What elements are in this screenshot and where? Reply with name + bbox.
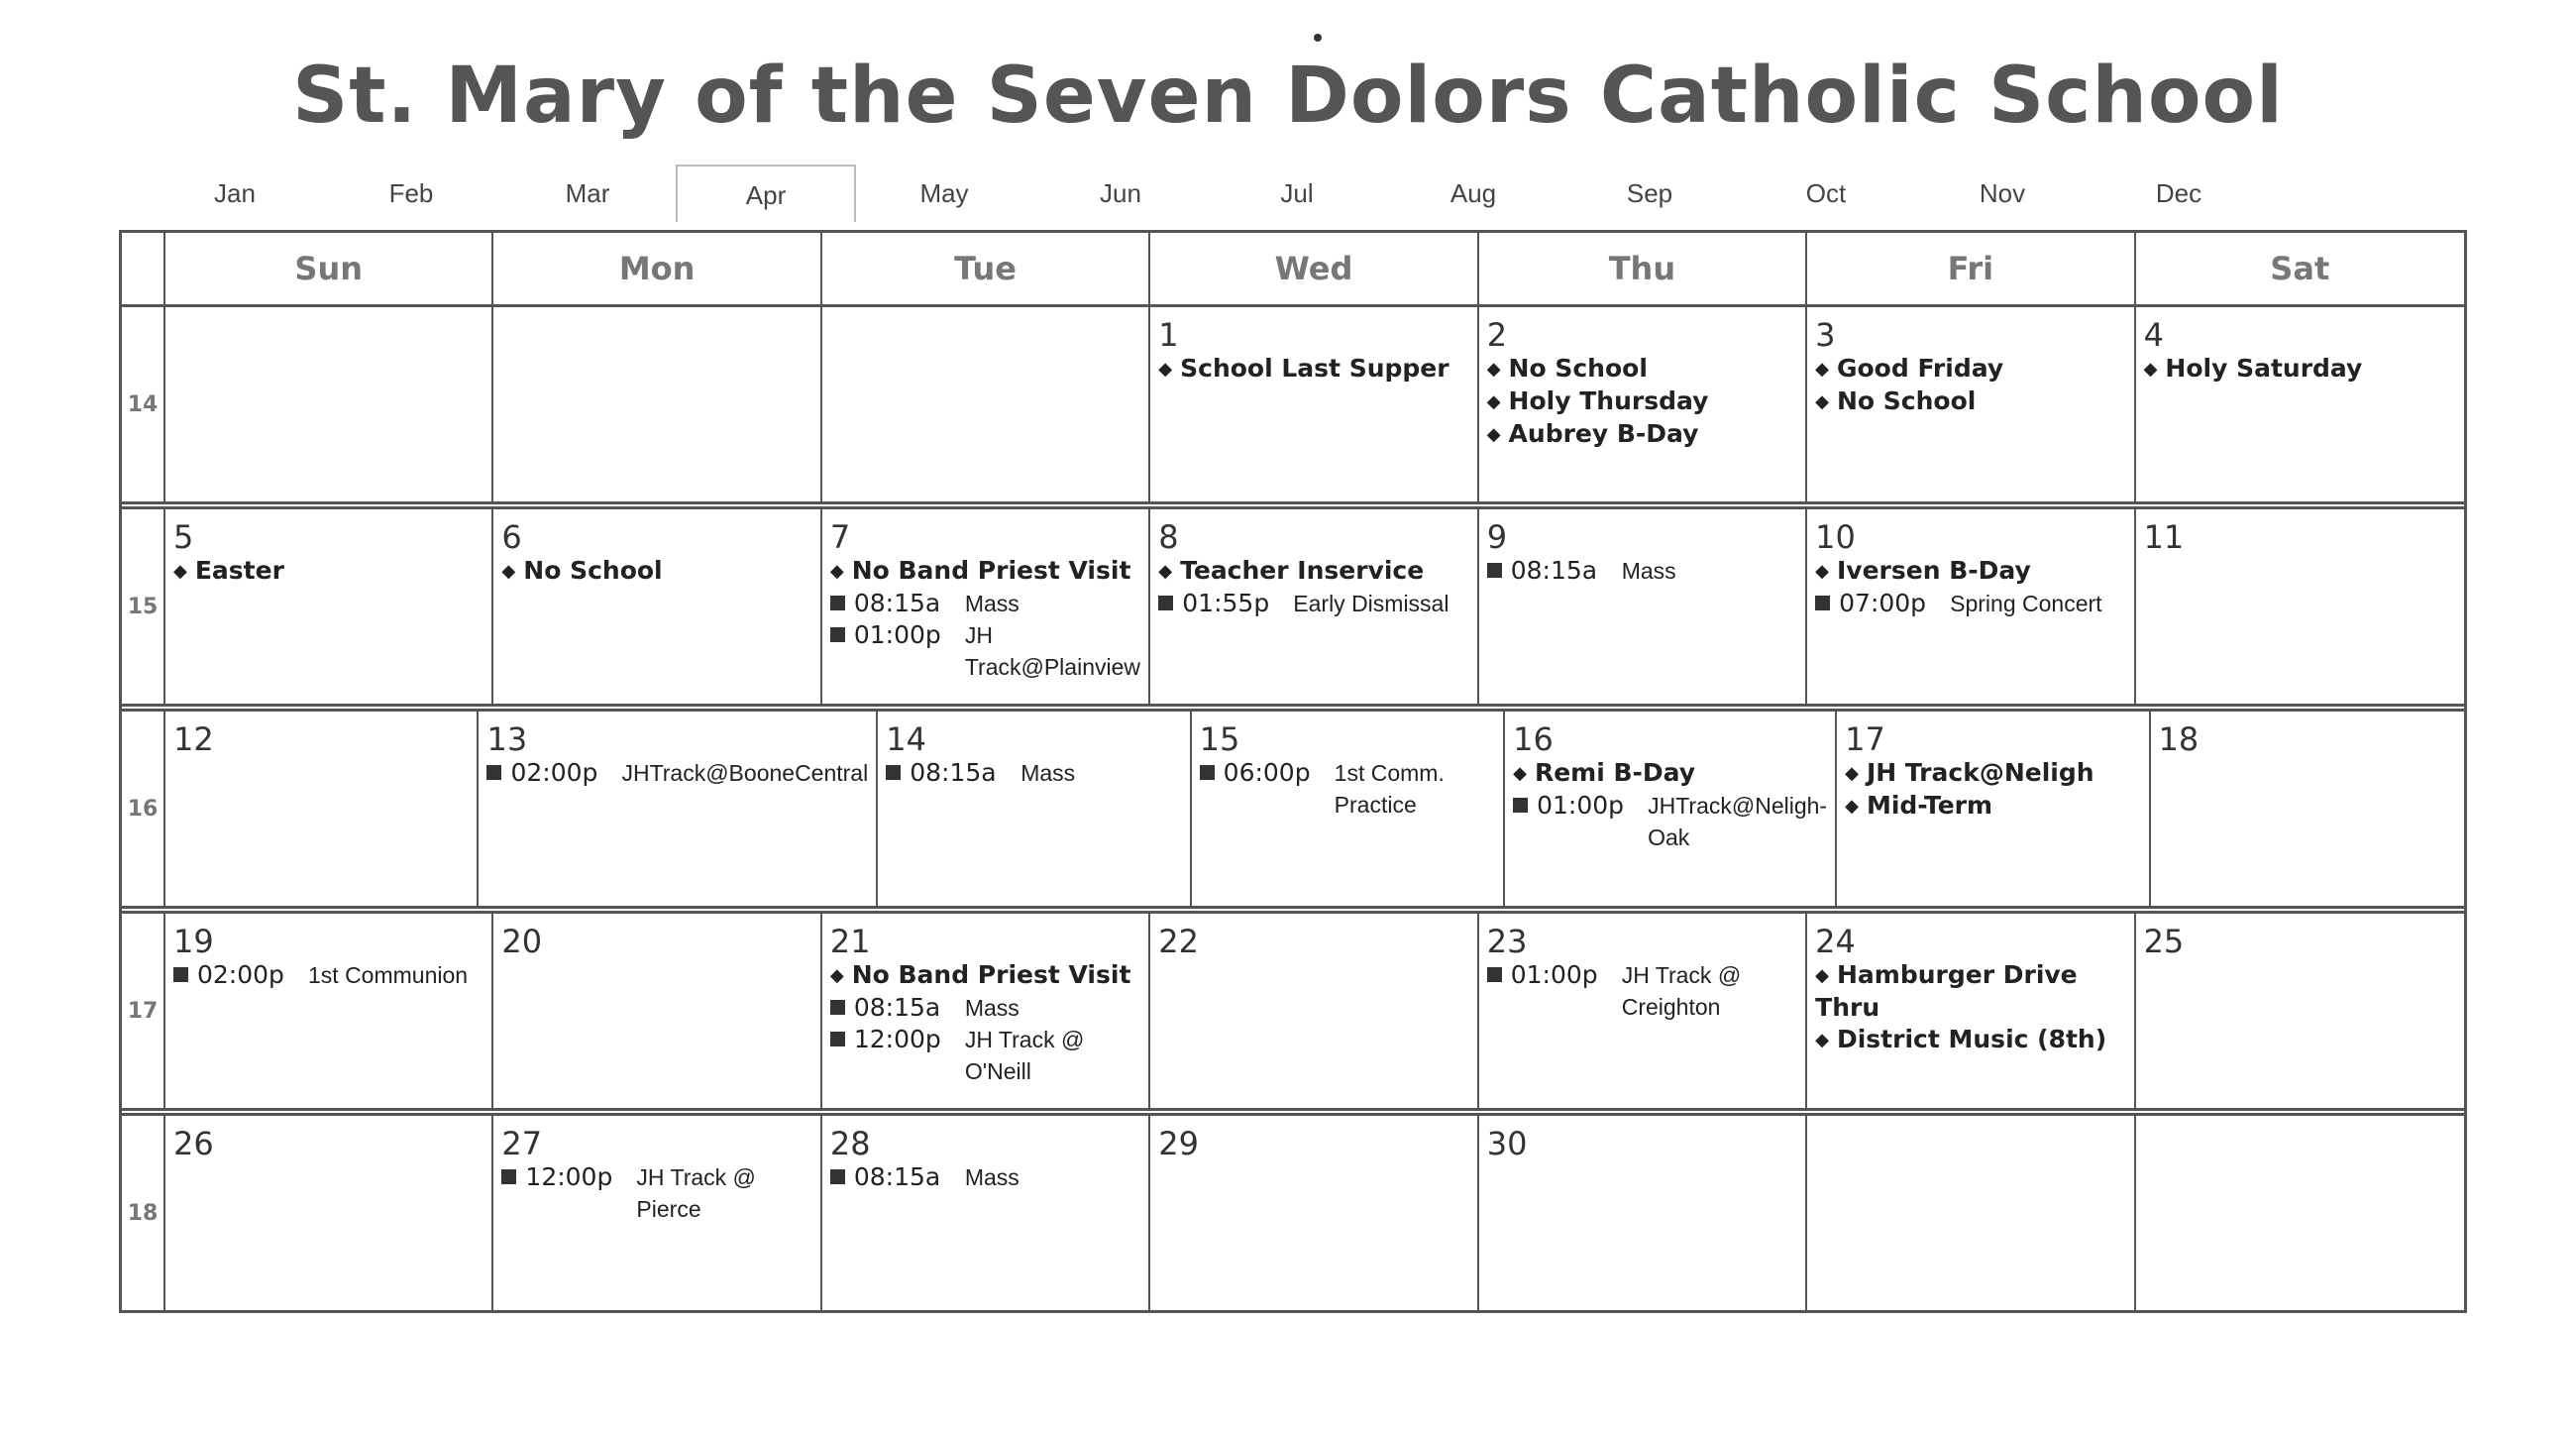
day-cell[interactable] [1479, 1116, 1807, 1310]
day-cell[interactable] [1807, 914, 2135, 1108]
timed-event[interactable] [1513, 790, 1827, 853]
all-day-event[interactable] [1815, 555, 2125, 588]
event-square-icon [830, 627, 845, 642]
day-cell[interactable] [1150, 509, 1478, 704]
day-number: 7 [829, 518, 851, 556]
diamond-bullet-icon: ◆ [1845, 796, 1859, 817]
day-cell[interactable] [1807, 509, 2135, 704]
event-square-icon [1200, 765, 1215, 780]
tab-month-jun[interactable]: Jun [1100, 178, 1141, 208]
diamond-bullet-icon: ◆ [1815, 965, 1829, 986]
calendar-grid [119, 230, 2467, 1313]
event-title: Holy Saturday [2165, 354, 2363, 383]
all-day-event[interactable] [830, 555, 1140, 588]
timed-event[interactable] [830, 992, 1140, 1024]
diamond-bullet-icon: ◆ [829, 561, 844, 582]
event-title: JH Track @ Pierce [636, 1164, 756, 1222]
event-title: JHTrack@BooneCentral [621, 760, 869, 786]
day-number: 2 [1486, 316, 1508, 354]
event-title: School Last Supper [1180, 354, 1449, 383]
day-number: 9 [1486, 518, 1508, 556]
day-number: 18 [2158, 720, 2200, 758]
day-number [173, 317, 483, 353]
event-square-icon [886, 765, 901, 780]
day-header-wed: Wed [1150, 233, 1478, 304]
day-cell[interactable] [822, 914, 1150, 1108]
day-header-sun: Sun [165, 233, 493, 304]
day-number: 30 [1486, 1125, 1528, 1162]
day-number [2144, 1126, 2456, 1161]
all-day-event[interactable] [1845, 790, 2140, 823]
all-day-event[interactable] [1845, 757, 2140, 790]
diamond-bullet-icon: ◆ [1158, 561, 1173, 582]
event-title: Mass [964, 591, 1020, 616]
day-cell[interactable] [1150, 914, 1478, 1108]
week-number: 16 [122, 712, 165, 906]
tab-month-jul[interactable]: Jul [1280, 178, 1314, 208]
event-time: 12:00p [853, 1025, 941, 1053]
day-cell[interactable] [1479, 914, 1807, 1108]
event-title: JHTrack@Neligh-Oak [1648, 793, 1828, 850]
all-day-event[interactable] [1158, 555, 1468, 588]
event-title: 1st Comm. Practice [1334, 760, 1445, 818]
day-cell[interactable] [493, 509, 821, 704]
page-title: St. Mary of the Seven Dolors Catholic School [292, 52, 2284, 141]
tab-month-oct[interactable]: Oct [1805, 178, 1847, 208]
event-title: No School [1508, 354, 1648, 383]
event-title: Hamburger Drive Thru [1815, 960, 2078, 1022]
day-cell[interactable] [1837, 712, 2150, 906]
day-number: 25 [2143, 923, 2185, 960]
day-header-fri: Fri [1807, 233, 2135, 304]
week-row [122, 914, 2464, 1116]
event-square-icon [1487, 967, 1502, 982]
day-cell[interactable] [1807, 1116, 2135, 1310]
event-title: Iversen B-Day [1836, 556, 2031, 585]
diamond-bullet-icon: ◆ [1815, 391, 1829, 412]
all-day-event[interactable] [1513, 757, 1827, 790]
event-title: No School [523, 556, 663, 585]
day-cell[interactable] [1505, 712, 1837, 906]
diamond-bullet-icon: ◆ [1486, 391, 1501, 412]
day-number: 15 [1199, 720, 1240, 758]
diamond-bullet-icon: ◆ [2143, 359, 2158, 380]
day-header-thu: Thu [1479, 233, 1807, 304]
week-number: 18 [122, 1116, 165, 1310]
day-cell[interactable] [822, 509, 1150, 704]
day-number [1815, 1126, 2125, 1161]
day-cell[interactable] [493, 1116, 821, 1310]
day-number: 8 [1158, 518, 1179, 556]
event-time: 01:00p [1537, 791, 1625, 820]
event-title: No School [1836, 386, 1977, 415]
day-number [830, 317, 1140, 353]
all-day-event[interactable] [1487, 353, 1797, 385]
week-row [122, 1116, 2464, 1310]
day-number: 6 [501, 518, 522, 556]
day-number: 5 [173, 518, 194, 556]
event-title: District Music (8th) [1836, 1025, 2107, 1053]
timed-event[interactable] [486, 757, 868, 789]
event-title: Early Dismissal [1293, 591, 1449, 616]
diamond-bullet-icon: ◆ [1486, 424, 1501, 445]
timed-event[interactable] [1487, 555, 1797, 587]
tab-month-nov[interactable]: Nov [1979, 178, 2026, 208]
day-number: 22 [1158, 923, 1199, 960]
event-title: JH Track@Plainview [964, 622, 1140, 680]
event-title: Spring Concert [1950, 591, 2102, 616]
event-square-icon [1513, 798, 1528, 813]
event-square-icon [830, 1000, 845, 1015]
day-cell[interactable] [878, 712, 1191, 906]
event-time: 07:00p [1839, 589, 1927, 617]
day-header-sat: Sat [2270, 250, 2330, 287]
timed-event[interactable] [501, 1161, 811, 1225]
day-cell[interactable] [2136, 914, 2464, 1108]
day-header-row [122, 233, 2464, 307]
event-time: 01:00p [1510, 960, 1598, 989]
event-square-icon [1158, 596, 1173, 610]
day-cell[interactable] [1479, 307, 1807, 501]
event-title: Mass [1020, 760, 1076, 786]
diamond-bullet-icon: ◆ [1486, 359, 1501, 380]
all-day-event[interactable] [1815, 959, 2125, 1024]
day-number: 13 [486, 720, 528, 758]
diamond-bullet-icon: ◆ [1845, 763, 1859, 784]
day-cell[interactable] [2136, 1116, 2464, 1310]
all-day-event[interactable] [2144, 353, 2456, 385]
week-row [122, 509, 2464, 712]
week-number: 15 [122, 509, 165, 704]
timed-event[interactable] [886, 757, 1181, 789]
day-cell[interactable] [165, 509, 493, 704]
event-time: 08:15a [910, 758, 997, 787]
event-square-icon [173, 967, 188, 982]
day-cell[interactable] [822, 307, 1150, 501]
day-number: 27 [501, 1125, 543, 1162]
week-row [122, 712, 2464, 914]
day-cell[interactable] [822, 1116, 1150, 1310]
day-number: 20 [501, 923, 543, 960]
event-title: JH Track @ Creighton [1621, 962, 1742, 1020]
event-time: 12:00p [525, 1162, 613, 1191]
day-cell[interactable] [1192, 712, 1505, 906]
event-time: 01:55p [1182, 589, 1270, 617]
event-square-icon [830, 1169, 845, 1184]
all-day-event[interactable] [1158, 353, 1468, 385]
timed-event[interactable] [830, 1161, 1140, 1193]
diamond-bullet-icon: ◆ [1815, 561, 1829, 582]
event-square-icon [1815, 596, 1830, 610]
event-square-icon [486, 765, 501, 780]
day-number: 3 [1815, 316, 1836, 354]
timed-event[interactable] [1158, 588, 1468, 619]
event-title: Good Friday [1836, 354, 2004, 383]
day-number: 1 [1158, 316, 1179, 354]
timed-event[interactable] [1200, 757, 1495, 821]
day-header-tue: Tue [822, 233, 1150, 304]
event-square-icon [1487, 563, 1502, 578]
event-time: 08:15a [853, 1162, 941, 1191]
tab-month-may[interactable]: May [919, 178, 969, 208]
month-tabs [147, 165, 2267, 222]
event-square-icon [501, 1169, 516, 1184]
diamond-bullet-icon: ◆ [1815, 359, 1829, 380]
timed-event[interactable] [830, 1024, 1140, 1087]
day-number: 14 [886, 720, 926, 758]
day-cell[interactable] [479, 712, 878, 906]
all-day-event[interactable] [1815, 385, 2125, 418]
event-title: Teacher Inservice [1180, 556, 1425, 585]
event-square-icon [830, 1032, 845, 1046]
event-title: Holy Thursday [1508, 386, 1709, 415]
tab-month-mar[interactable]: Mar [565, 178, 610, 208]
event-time: 08:15a [853, 993, 941, 1022]
diamond-bullet-icon: ◆ [1158, 359, 1173, 380]
day-cell[interactable] [1479, 509, 1807, 704]
timed-event[interactable] [1815, 588, 2125, 619]
diamond-bullet-icon: ◆ [173, 561, 187, 582]
day-cell[interactable] [165, 1116, 493, 1310]
day-number: 11 [2143, 518, 2185, 556]
day-cell[interactable] [165, 307, 493, 501]
diamond-bullet-icon: ◆ [501, 561, 516, 582]
tab-month-sep[interactable]: Sep [1626, 178, 1673, 208]
week-number: 14 [122, 307, 165, 501]
week-row [122, 307, 2464, 509]
week-number-header [122, 233, 165, 304]
event-time: 02:00p [510, 758, 598, 787]
day-number: 23 [1486, 923, 1528, 960]
event-title: Mid-Term [1866, 791, 1993, 820]
timed-event[interactable] [830, 619, 1140, 683]
day-cell[interactable] [165, 914, 493, 1108]
day-cell[interactable] [493, 307, 821, 501]
day-number: 4 [2143, 316, 2164, 354]
event-title: Aubrey B-Day [1508, 419, 1699, 448]
event-title: 1st Communion [308, 962, 469, 988]
tab-month-apr[interactable]: Apr [676, 165, 856, 222]
day-cell[interactable] [493, 914, 821, 1108]
all-day-event[interactable] [501, 555, 811, 588]
diamond-bullet-icon: ◆ [1513, 763, 1527, 784]
day-cell[interactable] [2136, 307, 2464, 501]
day-number: 29 [1158, 1125, 1199, 1162]
diamond-bullet-icon: ◆ [1815, 1030, 1829, 1050]
event-title: Easter [194, 556, 284, 585]
day-number [501, 317, 811, 353]
event-title: JH Track@Neligh [1866, 758, 2094, 787]
event-title: Mass [964, 995, 1020, 1021]
day-cell[interactable] [2151, 712, 2464, 906]
day-number: 19 [173, 923, 214, 960]
day-cell[interactable] [1150, 307, 1478, 501]
event-time: 08:15a [853, 589, 941, 617]
tab-month-jan[interactable]: Jan [214, 178, 256, 208]
all-day-event[interactable] [173, 555, 483, 588]
event-title: No Band Priest Visit [851, 556, 1131, 585]
day-number: 24 [1815, 923, 1856, 960]
all-day-event[interactable] [1487, 418, 1797, 451]
timed-event[interactable] [173, 959, 483, 991]
day-number: 21 [829, 923, 871, 960]
diamond-bullet-icon: ◆ [829, 965, 844, 986]
event-square-icon [830, 596, 845, 610]
all-day-event[interactable] [1487, 385, 1797, 418]
day-cell[interactable] [1807, 307, 2135, 501]
event-time: 02:00p [197, 960, 284, 989]
event-time: 08:15a [1510, 556, 1598, 585]
day-number: 28 [829, 1125, 871, 1162]
day-number: 10 [1815, 518, 1856, 556]
day-number: 16 [1513, 720, 1554, 758]
event-title: JH Track @ O'Neill [964, 1027, 1085, 1084]
tab-month-feb[interactable]: Feb [388, 178, 434, 208]
week-number: 17 [122, 914, 165, 1108]
event-title: Mass [964, 1164, 1020, 1190]
day-cell[interactable] [1150, 1116, 1478, 1310]
event-title: Mass [1621, 558, 1676, 584]
all-day-event[interactable] [1815, 353, 2125, 385]
day-number: 26 [173, 1125, 214, 1162]
all-day-event[interactable] [1815, 1024, 2125, 1056]
day-cell[interactable] [2136, 509, 2464, 704]
timed-event[interactable] [1487, 959, 1797, 1023]
day-number: 12 [173, 720, 214, 758]
all-day-event[interactable] [830, 959, 1140, 992]
event-title: Remi B-Day [1534, 758, 1696, 787]
event-title: No Band Priest Visit [851, 960, 1131, 989]
day-cell[interactable] [165, 712, 479, 906]
tab-month-aug[interactable]: Aug [1449, 178, 1497, 208]
decorative-dot [1314, 34, 1322, 42]
event-time: 01:00p [853, 620, 941, 649]
tab-month-dec[interactable]: Dec [2155, 178, 2202, 208]
day-number: 17 [1845, 720, 1885, 758]
day-header-mon: Mon [493, 233, 821, 304]
event-time: 06:00p [1223, 758, 1311, 787]
timed-event[interactable] [830, 588, 1140, 619]
